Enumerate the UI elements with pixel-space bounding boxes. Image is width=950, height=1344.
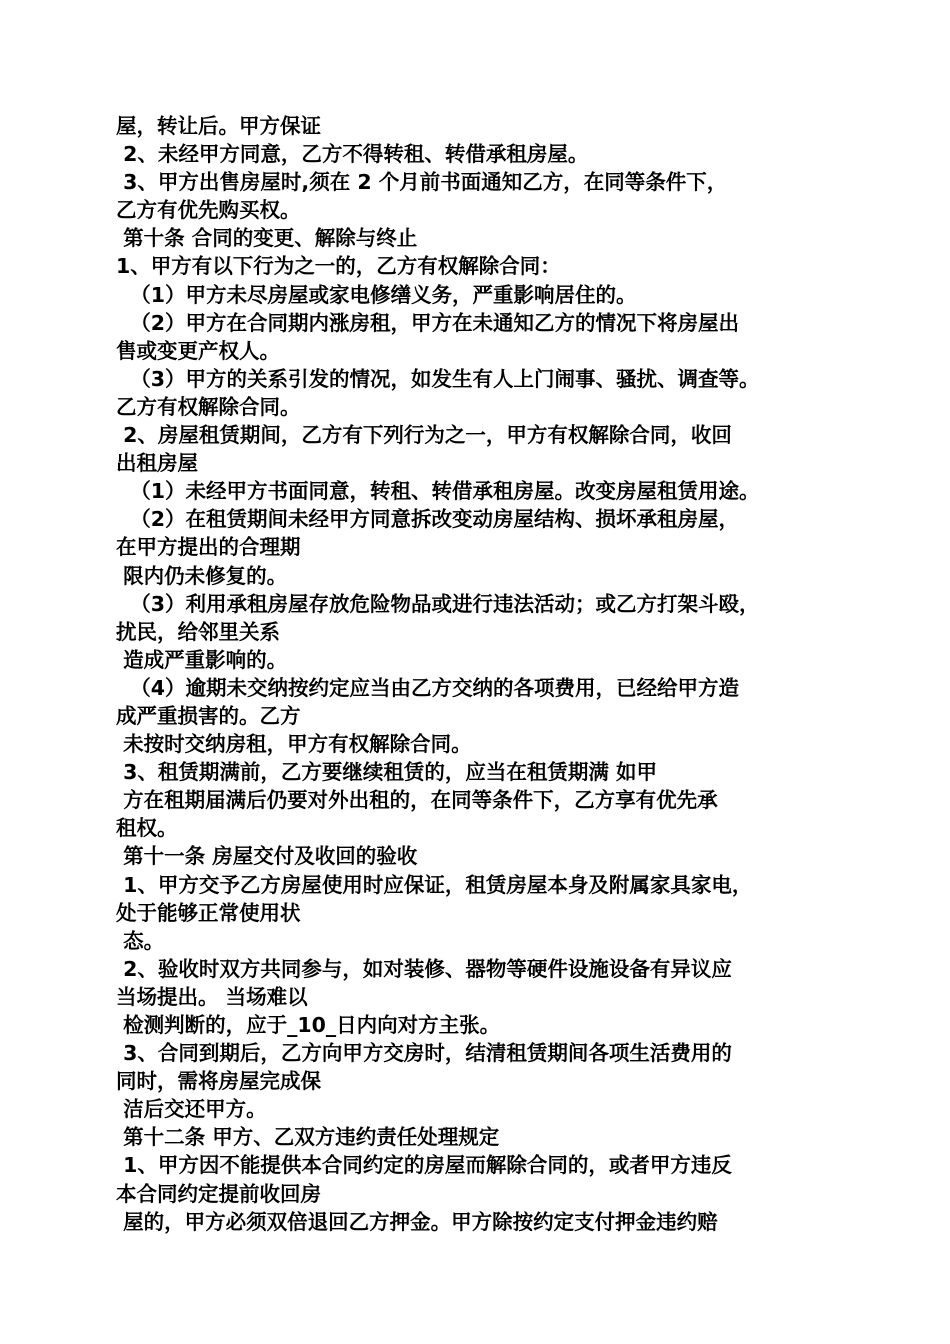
text-line: （1）甲方未尽房屋或家电修缮义务，严重影响居住的。 <box>116 282 637 307</box>
text-line: 造成严重影响的。 <box>116 647 288 672</box>
text-line: 限内仍未修复的。 <box>116 563 288 588</box>
text-line: 2、房屋租赁期间，乙方有下列行为之一，甲方有权解除合同，收回 <box>116 423 732 448</box>
text-line: 未按时交纳房租，甲方有权解除合同。 <box>116 732 472 757</box>
text-line: （2）甲方在合同期内涨房租，甲方在未通知乙方的情况下将房屋出 <box>116 310 740 335</box>
text-line: （4）逾期未交纳按约定应当由乙方交纳的各项费用，已经给甲方造 <box>116 675 740 700</box>
text-line: 扰民，给邻里关系 <box>116 619 280 644</box>
text-line: 乙方有权解除合同。 <box>116 394 301 419</box>
text-line: （3）甲方的关系引发的情况，如发生有人上门闹事、骚扰、调查等。 <box>116 366 760 391</box>
section-heading: 第十一条 房屋交付及收回的验收 <box>116 844 418 869</box>
text-line: 1、甲方交予乙方房屋使用时应保证，租赁房屋本身及附属家具家电， <box>116 872 753 897</box>
text-line: 3、合同到期后，乙方向甲方交房时，结清租赁期间各项生活费用的 <box>116 1041 732 1066</box>
text-line: 1、甲方有以下行为之一的，乙方有权解除合同： <box>116 254 561 279</box>
text-line: 检测判断的，应于_10_日内向对方主张。 <box>116 1013 501 1037</box>
text-line: 2、未经甲方同意，乙方不得转租、转借承租房屋。 <box>116 142 589 167</box>
text-line: 2、验收时双方共同参与，如对装修、器物等硬件设施设备有异议应 <box>116 956 732 981</box>
text-line: 本合同约定提前收回房 <box>116 1181 321 1206</box>
text-line: 在甲方提出的合理期 <box>116 535 301 560</box>
document-body <box>116 112 846 1236</box>
text-line: （3）利用承租房屋存放危险物品或进行违法活动；或乙方打架斗殴， <box>116 591 760 616</box>
text-line: 方在租期届满后仍要对外出租的，在同等条件下，乙方享有优先承 <box>116 788 718 813</box>
text-line: 出租房屋 <box>116 451 198 476</box>
section-heading: 第十二条 甲方、乙双方违约责任处理规定 <box>116 1125 500 1150</box>
text-line: 同时，需将房屋完成保 <box>116 1069 321 1094</box>
text-line: 成严重损害的。乙方 <box>116 703 301 728</box>
text-line: 3、甲方出售房屋时,须在 2 个月前书面通知乙方，在同等条件下， <box>116 170 728 195</box>
text-line: 态。 <box>116 928 165 953</box>
text-line: 租权。 <box>116 816 178 841</box>
text-line: 屋，转让后。甲方保证 <box>116 114 321 138</box>
text-line: （1）未经甲方书面同意，转租、转借承租房屋。改变房屋租赁用途。 <box>116 479 760 504</box>
text-line: 售或变更产权人。 <box>116 338 280 363</box>
text-line: 洁后交还甲方。 <box>116 1097 267 1122</box>
text-line: 3、租赁期满前，乙方要继续租赁的，应当在租赁期满 如甲 <box>116 760 658 785</box>
text-line: 屋的，甲方必须双倍退回乙方押金。甲方除按约定支付押金违约赔 <box>116 1209 718 1234</box>
text-line: 乙方有优先购买权。 <box>116 198 301 223</box>
text-line: 1、甲方因不能提供本合同约定的房屋而解除合同的，或者甲方违反 <box>116 1153 732 1178</box>
text-line: 处于能够正常使用状 <box>116 900 301 925</box>
text-line: （2）在租赁期间未经甲方同意拆改变动房屋结构、损坏承租房屋， <box>116 507 740 532</box>
text-line: 当场提出。 当场难以 <box>116 984 308 1009</box>
section-heading: 第十条 合同的变更、解除与终止 <box>116 226 418 251</box>
